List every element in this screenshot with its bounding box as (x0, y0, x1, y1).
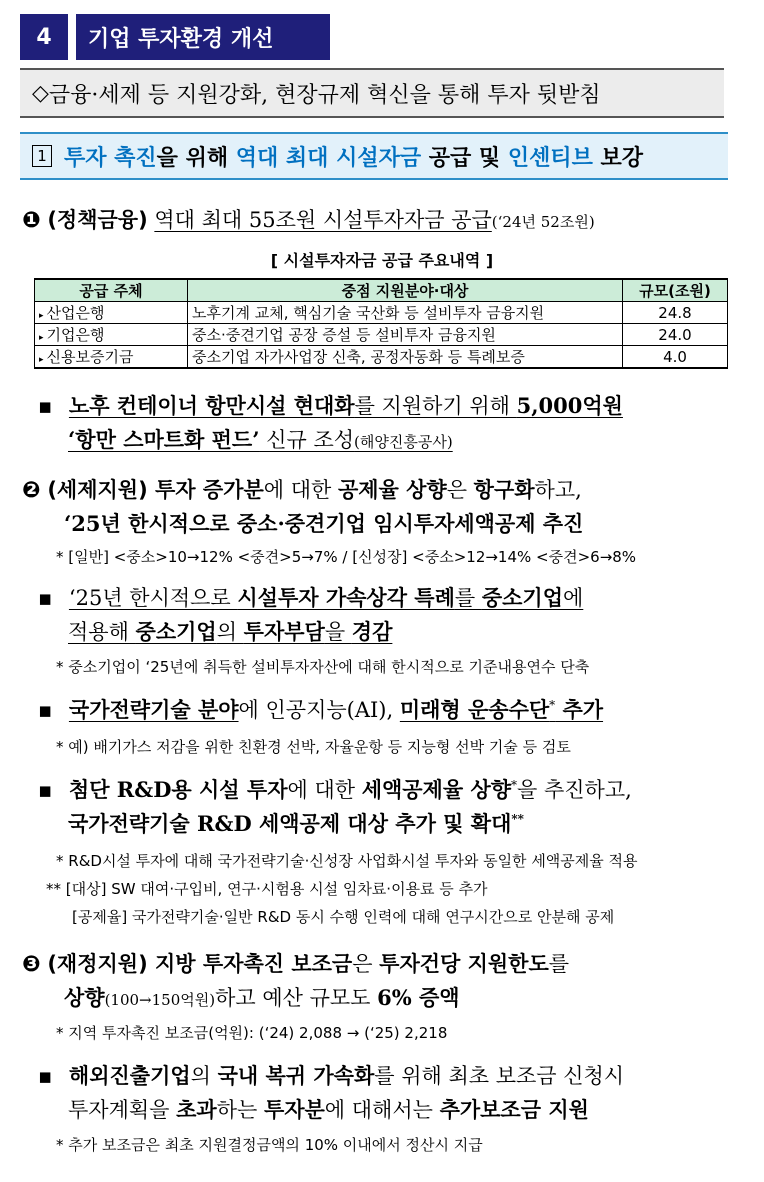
bullet-depreciation (38, 582, 583, 612)
text-fragment: * (549, 698, 556, 712)
text-fragment: ‘25년 한시적으로 (68, 586, 238, 610)
section-number: 4 (20, 14, 68, 60)
table-cell: 중소·중견기업 공장 증설 등 설비투자 금융지원 (188, 324, 623, 346)
table-header: 공급 주체 (35, 279, 188, 302)
circled-one-icon: ❶ (22, 208, 41, 233)
table-cell (35, 346, 188, 369)
text-fragment: 를 위해 최초 보조금 신청시 (374, 1064, 625, 1088)
table-cell (35, 302, 188, 324)
table-cell: 노후기계 교체, 핵심기술 국산화 등 설비투자 금융지원 (188, 302, 623, 324)
subsection-title-part: 역대 최대 시설자금 (235, 145, 422, 171)
bullet-reshoring-line2 (68, 1094, 589, 1124)
text-fragment: 신규 조성 (259, 428, 355, 452)
table-cell-text: 기업은행 (46, 326, 105, 344)
text-fragment: 미래형 운송수단 (399, 697, 550, 722)
table-row (35, 324, 728, 346)
summary-text: 금융·세제 등 지원강화, 현장규제 혁신을 통해 투자 뒷받침 (48, 82, 601, 108)
text-fragment: 추가보조금 지원 (439, 1097, 589, 1122)
table-row (35, 346, 728, 369)
text-fragment: 의 (216, 620, 244, 644)
summary-box (20, 68, 724, 118)
text-fragment: 6% 증액 (377, 985, 460, 1010)
table-cell-text: 신용보증기금 (46, 348, 134, 366)
subsection-title-part: 공급 및 (421, 145, 508, 171)
text-fragment: ‘항만 스마트화 펀드’ (68, 427, 260, 452)
item-tax-support-line2: ‘25년 한시적으로 중소·중견기업 임시투자세액공제 추진 (64, 511, 584, 536)
table-row (35, 302, 728, 324)
table-title: [ 시설투자자금 공급 주요내역 ] (270, 251, 494, 270)
text-fragment: 투자건당 지원한도 (379, 951, 549, 976)
bullet-rnd (38, 774, 632, 804)
bullet-icon: ▪ (38, 698, 53, 722)
text-fragment: 지방 투자촉진 보조금 (147, 951, 353, 976)
note-additional-subsidy: * 추가 보조금은 최초 지원결정금액의 10% 이내에서 정산시 지급 (56, 1136, 483, 1154)
subsection-title (64, 141, 643, 172)
bullet-rnd-line2 (68, 808, 524, 838)
table-cell: 24.8 (623, 302, 728, 324)
text-fragment: 에 (563, 586, 584, 610)
bullet-icon: ▪ (38, 778, 53, 802)
text-fragment: 를 지원하기 위해 (354, 394, 517, 418)
table-header: 중점 지원분야·대상 (188, 279, 623, 302)
text-fragment: 하는 (216, 1098, 264, 1122)
text-fragment: 노후 컨테이너 항만시설 현대화 (68, 393, 355, 418)
text-fragment: 투자 증가분 (147, 477, 264, 502)
table-cell-text: 산업은행 (46, 304, 105, 322)
item-text: 역대 최대 55조원 시설투자자금 공급 (154, 208, 492, 232)
table-cell: 중소기업 자가사업장 신축, 공정자동화 등 특례보증 (188, 346, 623, 369)
item-policy-finance (22, 204, 595, 234)
diamond-icon: ◇ (32, 80, 49, 106)
triangle-icon: ▸ (39, 355, 44, 365)
text-fragment: 해외진출기업 (68, 1063, 191, 1088)
text-fragment: 투자분 (263, 1097, 325, 1122)
text-fragment: 국내 복귀 가속화 (217, 1063, 375, 1088)
text-fragment: 를 (548, 952, 570, 976)
bullet-port-fund (38, 390, 623, 420)
note-rates: * [일반] <중소>10→12% <중견>5→7% / [신성장] <중소>12→14% <중견>6→8% (56, 548, 637, 566)
subsection-heading (20, 132, 728, 180)
table-cell: 24.0 (623, 324, 728, 346)
text-fragment: 국가전략기술 R&D 세액공제 대상 추가 및 확대 (68, 811, 512, 836)
subsection-title-part: 을 위해 (156, 145, 236, 171)
text-fragment: 에 대해서는 (324, 1098, 440, 1122)
text-fragment: 상향 (64, 985, 105, 1010)
text-fragment: 투자계획을 (68, 1098, 177, 1122)
subsection-title-part: 인센티브 (507, 145, 593, 171)
bullet-icon: ▪ (38, 394, 53, 418)
table-header: 규모(조원) (623, 279, 728, 302)
item-tax-support (22, 474, 582, 504)
text-fragment: 첨단 R&D용 시설 투자 (68, 777, 288, 802)
item-label: (재정지원) (47, 952, 148, 976)
text-fragment: 5,000억원 (516, 393, 623, 418)
item-label: (정책금융) (47, 208, 148, 232)
text-fragment: 중소기업 (481, 585, 563, 610)
item-suffix: (‘24년 52조원) (491, 213, 595, 231)
table-header-row (35, 279, 728, 302)
circled-two-icon: ❷ (22, 478, 41, 503)
triangle-icon: ▸ (39, 311, 44, 321)
bullet-port-fund-line2 (68, 424, 453, 454)
note-depreciation: * 중소기업이 ‘25년에 취득한 설비투자자산에 대해 한시적으로 기준내용연수 단축 (56, 658, 590, 676)
note-rnd-3: [공제율] 국가전략기술·일반 R&D 동시 수행 인력에 대해 연구시간으로 안분해 공제 (72, 908, 615, 926)
text-fragment: 은 (446, 478, 474, 502)
text-fragment: (해양진흥공사) (354, 433, 453, 451)
text-fragment: 투자부담 (243, 619, 325, 644)
text-fragment: 에 인공지능(AI), (238, 698, 400, 722)
text-fragment: 하고, (534, 478, 582, 502)
section-title: 기업 투자환경 개선 (76, 14, 330, 60)
table-cell: 4.0 (623, 346, 728, 369)
funding-table (34, 278, 728, 369)
text-fragment: * (511, 778, 518, 792)
table-cell (35, 324, 188, 346)
item-fiscal-support (22, 948, 569, 978)
subsection-title-part: 보강 (592, 145, 644, 171)
text-fragment: 경감 (351, 619, 393, 644)
bullet-depreciation-line2 (68, 616, 392, 646)
text-fragment: 를 (454, 586, 482, 610)
circled-three-icon: ❸ (22, 952, 41, 977)
text-fragment: 초과 (176, 1097, 217, 1122)
bullet-reshoring (38, 1060, 624, 1090)
bullet-icon: ▪ (38, 1064, 53, 1088)
bullet-icon: ▪ (38, 586, 53, 610)
note-strategic-tech: * 예) 배기가스 저감을 위한 친환경 선박, 자율운항 등 지능형 선박 기술 등 검토 (56, 738, 571, 756)
bullet-strategic-tech (38, 694, 603, 724)
text-fragment: 의 (190, 1064, 218, 1088)
text-fragment: 추가 (555, 697, 604, 722)
text-fragment: 을 추진하고, (517, 778, 632, 802)
note-rnd-2: ** [대상] SW 대여·구입비, 연구·시험용 시설 임차료·이용료 등 추가 (46, 880, 488, 898)
text-fragment: 적용해 (68, 620, 136, 644)
text-fragment: 시설투자 가속상각 특례 (237, 585, 455, 610)
text-fragment: ** (511, 812, 524, 826)
subsection-title-part: 투자 촉진 (64, 145, 157, 171)
triangle-icon: ▸ (39, 333, 44, 343)
text-fragment: 세액공제율 상향 (361, 777, 512, 802)
text-fragment: 중소기업 (135, 619, 217, 644)
item-label: (세제지원) (47, 478, 148, 502)
subsection-number: 1 (32, 145, 52, 167)
note-rnd-1: * R&D시설 투자에 대해 국가전략기술·신성장 사업화시설 투자와 동일한 세액공제율 적용 (56, 852, 638, 870)
text-fragment: 을 (324, 620, 352, 644)
text-fragment: 은 (352, 952, 380, 976)
text-fragment: 국가전략기술 분야 (68, 697, 239, 722)
text-fragment: 항구화 (473, 477, 535, 502)
text-fragment: 에 대한 (287, 778, 362, 802)
text-fragment: (100→150억원) (104, 991, 216, 1009)
text-fragment: 에 대한 (263, 478, 338, 502)
item-fiscal-support-line2 (64, 982, 460, 1012)
text-fragment: 하고 예산 규모도 (215, 986, 378, 1010)
note-subsidy: * 지역 투자촉진 보조금(억원): (‘24) 2,088 → (‘25) 2,218 (56, 1024, 448, 1042)
text-fragment: 공제율 상향 (337, 477, 447, 502)
